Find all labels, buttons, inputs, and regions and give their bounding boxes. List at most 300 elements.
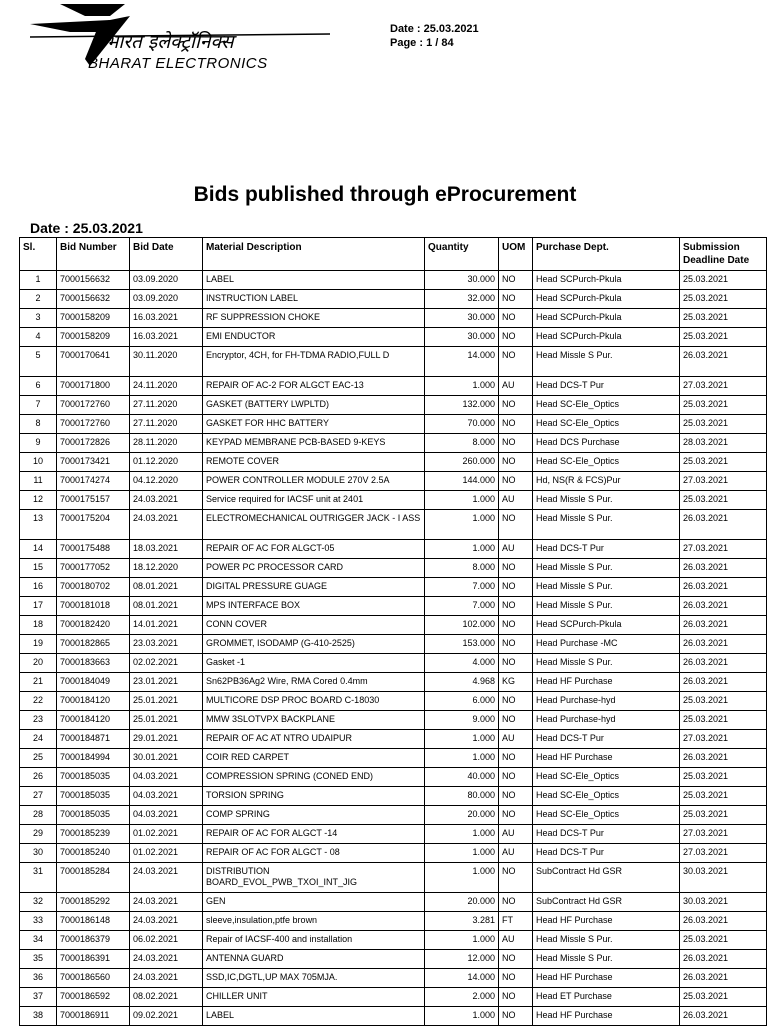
cell-bid-date: 03.09.2020 <box>130 290 203 309</box>
cell-bid-number: 7000184120 <box>57 711 130 730</box>
cell-sl: 36 <box>20 969 57 988</box>
cell-purchase-dept: Head Purchase-hyd <box>533 711 680 730</box>
cell-purchase-dept: Head DCS-T Pur <box>533 825 680 844</box>
cell-bid-date: 04.12.2020 <box>130 472 203 491</box>
cell-bid-date: 30.11.2020 <box>130 347 203 377</box>
table-row <box>20 434 767 453</box>
cell-uom: NO <box>499 863 533 893</box>
table-row <box>20 806 767 825</box>
cell-material-description: MMW 3SLOTVPX BACKPLANE <box>203 711 425 730</box>
cell-material-description: Repair of IACSF-400 and installation <box>203 931 425 950</box>
cell-uom: NO <box>499 434 533 453</box>
cell-uom: NO <box>499 309 533 328</box>
cell-submission-deadline: 25.03.2021 <box>680 787 767 806</box>
column-header-purchase-dept: Purchase Dept. <box>533 238 680 271</box>
table-row <box>20 969 767 988</box>
table-row <box>20 730 767 749</box>
cell-uom: NO <box>499 806 533 825</box>
cell-material-description: MULTICORE DSP PROC BOARD C-18030 <box>203 692 425 711</box>
table-body <box>20 271 767 1026</box>
cell-bid-number: 7000156632 <box>57 271 130 290</box>
cell-bid-date: 16.03.2021 <box>130 309 203 328</box>
cell-submission-deadline: 25.03.2021 <box>680 396 767 415</box>
cell-bid-number: 7000186379 <box>57 931 130 950</box>
cell-quantity: 32.000 <box>425 290 499 309</box>
cell-bid-date: 24.03.2021 <box>130 912 203 931</box>
cell-sl: 28 <box>20 806 57 825</box>
cell-submission-deadline: 26.03.2021 <box>680 347 767 377</box>
table-row <box>20 863 767 893</box>
cell-sl: 1 <box>20 271 57 290</box>
cell-purchase-dept: Head HF Purchase <box>533 1007 680 1026</box>
table-row <box>20 711 767 730</box>
cell-uom: NO <box>499 597 533 616</box>
cell-submission-deadline: 25.03.2021 <box>680 453 767 472</box>
cell-purchase-dept: Head SCPurch-Pkula <box>533 616 680 635</box>
cell-submission-deadline: 26.03.2021 <box>680 510 767 540</box>
cell-uom: NO <box>499 578 533 597</box>
cell-sl: 18 <box>20 616 57 635</box>
cell-submission-deadline: 30.03.2021 <box>680 893 767 912</box>
cell-purchase-dept: Head HF Purchase <box>533 912 680 931</box>
cell-bid-number: 7000175488 <box>57 540 130 559</box>
cell-submission-deadline: 25.03.2021 <box>680 309 767 328</box>
cell-bid-number: 7000184994 <box>57 749 130 768</box>
table-row <box>20 749 767 768</box>
cell-quantity: 30.000 <box>425 309 499 328</box>
cell-purchase-dept: Head Missle S Pur. <box>533 950 680 969</box>
cell-material-description: Sn62PB36Ag2 Wire, RMA Cored 0.4mm <box>203 673 425 692</box>
cell-bid-date: 24.03.2021 <box>130 491 203 510</box>
cell-uom: NO <box>499 635 533 654</box>
cell-quantity: 20.000 <box>425 893 499 912</box>
cell-bid-number: 7000172760 <box>57 396 130 415</box>
cell-quantity: 7.000 <box>425 597 499 616</box>
cell-bid-number: 7000170641 <box>57 347 130 377</box>
table-row <box>20 377 767 396</box>
cell-quantity: 6.000 <box>425 692 499 711</box>
cell-material-description: POWER PC PROCESSOR CARD <box>203 559 425 578</box>
cell-bid-date: 24.03.2021 <box>130 863 203 893</box>
cell-uom: NO <box>499 396 533 415</box>
cell-bid-number: 7000184120 <box>57 692 130 711</box>
column-header-uom: UOM <box>499 238 533 271</box>
cell-bid-date: 04.03.2021 <box>130 806 203 825</box>
cell-quantity: 7.000 <box>425 578 499 597</box>
cell-quantity: 14.000 <box>425 347 499 377</box>
cell-submission-deadline: 25.03.2021 <box>680 328 767 347</box>
cell-bid-date: 08.01.2021 <box>130 578 203 597</box>
cell-uom: NO <box>499 787 533 806</box>
cell-bid-number: 7000185035 <box>57 787 130 806</box>
cell-sl: 14 <box>20 540 57 559</box>
cell-material-description: CONN COVER <box>203 616 425 635</box>
cell-quantity: 9.000 <box>425 711 499 730</box>
cell-uom: AU <box>499 377 533 396</box>
cell-quantity: 102.000 <box>425 616 499 635</box>
cell-purchase-dept: Head DCS-T Pur <box>533 377 680 396</box>
cell-purchase-dept: Head HF Purchase <box>533 673 680 692</box>
cell-purchase-dept: Head Missle S Pur. <box>533 654 680 673</box>
cell-purchase-dept: Head DCS-T Pur <box>533 844 680 863</box>
cell-quantity: 8.000 <box>425 559 499 578</box>
cell-submission-deadline: 25.03.2021 <box>680 290 767 309</box>
cell-material-description: POWER CONTROLLER MODULE 270V 2.5A <box>203 472 425 491</box>
cell-bid-number: 7000180702 <box>57 578 130 597</box>
cell-material-description: REMOTE COVER <box>203 453 425 472</box>
table-row <box>20 950 767 969</box>
cell-material-description: INSTRUCTION LABEL <box>203 290 425 309</box>
cell-bid-date: 08.02.2021 <box>130 988 203 1007</box>
cell-bid-number: 7000186391 <box>57 950 130 969</box>
table-row <box>20 654 767 673</box>
cell-bid-number: 7000158209 <box>57 328 130 347</box>
table-row <box>20 396 767 415</box>
cell-sl: 38 <box>20 1007 57 1026</box>
cell-submission-deadline: 25.03.2021 <box>680 806 767 825</box>
cell-uom: NO <box>499 988 533 1007</box>
cell-submission-deadline: 26.03.2021 <box>680 578 767 597</box>
column-header-quantity: Quantity <box>425 238 499 271</box>
cell-sl: 15 <box>20 559 57 578</box>
cell-bid-date: 14.01.2021 <box>130 616 203 635</box>
cell-bid-date: 29.01.2021 <box>130 730 203 749</box>
cell-bid-date: 04.03.2021 <box>130 768 203 787</box>
cell-material-description: REPAIR OF AC FOR ALGCT-05 <box>203 540 425 559</box>
cell-sl: 26 <box>20 768 57 787</box>
cell-bid-date: 25.01.2021 <box>130 711 203 730</box>
cell-material-description: REPAIR OF AC-2 FOR ALGCT EAC-13 <box>203 377 425 396</box>
table-row <box>20 844 767 863</box>
cell-submission-deadline: 26.03.2021 <box>680 673 767 692</box>
cell-quantity: 1.000 <box>425 491 499 510</box>
cell-bid-date: 24.03.2021 <box>130 950 203 969</box>
cell-sl: 34 <box>20 931 57 950</box>
cell-material-description: GEN <box>203 893 425 912</box>
cell-bid-number: 7000186592 <box>57 988 130 1007</box>
cell-purchase-dept: Head Missle S Pur. <box>533 491 680 510</box>
cell-sl: 31 <box>20 863 57 893</box>
cell-purchase-dept: Head Missle S Pur. <box>533 510 680 540</box>
cell-bid-number: 7000185292 <box>57 893 130 912</box>
page-title: Bids published through eProcurement <box>193 183 577 206</box>
cell-material-description: MPS INTERFACE BOX <box>203 597 425 616</box>
cell-material-description: LABEL <box>203 1007 425 1026</box>
cell-uom: AU <box>499 825 533 844</box>
cell-bid-date: 03.09.2020 <box>130 271 203 290</box>
cell-purchase-dept: Head Missle S Pur. <box>533 597 680 616</box>
cell-purchase-dept: Head SC-Ele_Optics <box>533 806 680 825</box>
cell-submission-deadline: 26.03.2021 <box>680 597 767 616</box>
cell-sl: 3 <box>20 309 57 328</box>
cell-submission-deadline: 25.03.2021 <box>680 931 767 950</box>
cell-submission-deadline: 26.03.2021 <box>680 559 767 578</box>
cell-material-description: RF SUPPRESSION CHOKE <box>203 309 425 328</box>
cell-sl: 11 <box>20 472 57 491</box>
report-date: Date : 25.03.2021 <box>30 220 143 236</box>
cell-purchase-dept: Head Purchase -MC <box>533 635 680 654</box>
cell-bid-number: 7000158209 <box>57 309 130 328</box>
cell-quantity: 132.000 <box>425 396 499 415</box>
cell-bid-number: 7000172760 <box>57 415 130 434</box>
cell-submission-deadline: 26.03.2021 <box>680 969 767 988</box>
cell-material-description: COIR RED CARPET <box>203 749 425 768</box>
cell-bid-number: 7000174274 <box>57 472 130 491</box>
cell-uom: NO <box>499 290 533 309</box>
cell-bid-number: 7000175204 <box>57 510 130 540</box>
cell-sl: 32 <box>20 893 57 912</box>
cell-quantity: 70.000 <box>425 415 499 434</box>
cell-uom: NO <box>499 472 533 491</box>
cell-purchase-dept: Head SCPurch-Pkula <box>533 290 680 309</box>
cell-bid-number: 7000182865 <box>57 635 130 654</box>
cell-submission-deadline: 30.03.2021 <box>680 863 767 893</box>
cell-sl: 30 <box>20 844 57 863</box>
cell-material-description: DISTRIBUTION BOARD_EVOL_PWB_TXOI_INT_JIG <box>203 863 425 893</box>
cell-quantity: 30.000 <box>425 271 499 290</box>
cell-uom: NO <box>499 950 533 969</box>
cell-sl: 8 <box>20 415 57 434</box>
cell-bid-number: 7000186560 <box>57 969 130 988</box>
cell-material-description: COMPRESSION SPRING (CONED END) <box>203 768 425 787</box>
column-header-bid-number: Bid Number <box>57 238 130 271</box>
cell-uom: AU <box>499 540 533 559</box>
cell-material-description: ANTENNA GUARD <box>203 950 425 969</box>
cell-purchase-dept: Head SCPurch-Pkula <box>533 309 680 328</box>
cell-sl: 19 <box>20 635 57 654</box>
cell-purchase-dept: Head SC-Ele_Optics <box>533 396 680 415</box>
table-row <box>20 931 767 950</box>
cell-bid-date: 25.01.2021 <box>130 692 203 711</box>
cell-submission-deadline: 28.03.2021 <box>680 434 767 453</box>
cell-uom: AU <box>499 491 533 510</box>
table-row <box>20 893 767 912</box>
cell-bid-number: 7000182420 <box>57 616 130 635</box>
cell-sl: 21 <box>20 673 57 692</box>
cell-sl: 29 <box>20 825 57 844</box>
cell-submission-deadline: 27.03.2021 <box>680 825 767 844</box>
cell-material-description: EMI ENDUCTOR <box>203 328 425 347</box>
cell-quantity: 1.000 <box>425 730 499 749</box>
table-row <box>20 290 767 309</box>
cell-material-description: Gasket -1 <box>203 654 425 673</box>
cell-quantity: 2.000 <box>425 988 499 1007</box>
cell-material-description: LABEL <box>203 271 425 290</box>
cell-quantity: 40.000 <box>425 768 499 787</box>
cell-uom: NO <box>499 711 533 730</box>
cell-quantity: 30.000 <box>425 328 499 347</box>
cell-material-description: TORSION SPRING <box>203 787 425 806</box>
cell-purchase-dept: Head Purchase-hyd <box>533 692 680 711</box>
cell-material-description: CHILLER UNIT <box>203 988 425 1007</box>
column-header-submission-deadline: Submission Deadline Date <box>680 238 767 271</box>
cell-quantity: 14.000 <box>425 969 499 988</box>
cell-material-description: KEYPAD MEMBRANE PCB-BASED 9-KEYS <box>203 434 425 453</box>
cell-purchase-dept: SubContract Hd GSR <box>533 863 680 893</box>
cell-sl: 12 <box>20 491 57 510</box>
table-row <box>20 673 767 692</box>
table-row <box>20 912 767 931</box>
cell-bid-number: 7000186911 <box>57 1007 130 1026</box>
cell-material-description: DIGITAL PRESSURE GUAGE <box>203 578 425 597</box>
cell-bid-date: 28.11.2020 <box>130 434 203 453</box>
cell-bid-number: 7000172826 <box>57 434 130 453</box>
cell-submission-deadline: 26.03.2021 <box>680 1007 767 1026</box>
cell-quantity: 1.000 <box>425 931 499 950</box>
cell-bid-date: 24.03.2021 <box>130 510 203 540</box>
cell-submission-deadline: 25.03.2021 <box>680 988 767 1007</box>
cell-submission-deadline: 25.03.2021 <box>680 711 767 730</box>
table-row <box>20 328 767 347</box>
cell-material-description: COMP SPRING <box>203 806 425 825</box>
cell-material-description: ELECTROMECHANICAL OUTRIGGER JACK - I ASS <box>203 510 425 540</box>
cell-bid-number: 7000185284 <box>57 863 130 893</box>
cell-submission-deadline: 25.03.2021 <box>680 491 767 510</box>
table-row <box>20 692 767 711</box>
cell-quantity: 1.000 <box>425 377 499 396</box>
cell-bid-number: 7000184049 <box>57 673 130 692</box>
cell-sl: 2 <box>20 290 57 309</box>
table-row <box>20 540 767 559</box>
cell-bid-date: 09.02.2021 <box>130 1007 203 1026</box>
cell-sl: 20 <box>20 654 57 673</box>
cell-quantity: 1.000 <box>425 540 499 559</box>
column-header-bid-date: Bid Date <box>130 238 203 271</box>
cell-bid-date: 23.03.2021 <box>130 635 203 654</box>
cell-uom: NO <box>499 969 533 988</box>
cell-purchase-dept: Head SC-Ele_Optics <box>533 453 680 472</box>
cell-submission-deadline: 26.03.2021 <box>680 654 767 673</box>
cell-bid-date: 08.01.2021 <box>130 597 203 616</box>
cell-bid-date: 27.11.2020 <box>130 396 203 415</box>
cell-uom: NO <box>499 415 533 434</box>
cell-bid-number: 7000181018 <box>57 597 130 616</box>
cell-purchase-dept: Head ET Purchase <box>533 988 680 1007</box>
cell-quantity: 1.000 <box>425 844 499 863</box>
cell-bid-number: 7000156632 <box>57 290 130 309</box>
table-row <box>20 510 767 540</box>
cell-bid-date: 02.02.2021 <box>130 654 203 673</box>
cell-submission-deadline: 25.03.2021 <box>680 271 767 290</box>
cell-quantity: 1.000 <box>425 1007 499 1026</box>
cell-sl: 16 <box>20 578 57 597</box>
header-date: Date : 25.03.2021 <box>390 23 479 35</box>
cell-bid-number: 7000183663 <box>57 654 130 673</box>
cell-bid-date: 06.02.2021 <box>130 931 203 950</box>
cell-quantity: 1.000 <box>425 510 499 540</box>
table-row <box>20 309 767 328</box>
cell-material-description: REPAIR OF AC AT NTRO UDAIPUR <box>203 730 425 749</box>
cell-bid-date: 24.11.2020 <box>130 377 203 396</box>
table-header-row <box>20 238 767 271</box>
table-row <box>20 635 767 654</box>
cell-bid-number: 7000177052 <box>57 559 130 578</box>
cell-uom: AU <box>499 730 533 749</box>
cell-material-description: SSD,IC,DGTL,UP MAX 705MJA. <box>203 969 425 988</box>
cell-purchase-dept: Head DCS-T Pur <box>533 540 680 559</box>
cell-bid-date: 18.03.2021 <box>130 540 203 559</box>
table-row <box>20 415 767 434</box>
cell-bid-number: 7000186148 <box>57 912 130 931</box>
cell-submission-deadline: 26.03.2021 <box>680 912 767 931</box>
cell-uom: NO <box>499 749 533 768</box>
column-header-sl: Sl. <box>20 238 57 271</box>
cell-material-description: REPAIR OF AC FOR ALGCT -14 <box>203 825 425 844</box>
cell-quantity: 153.000 <box>425 635 499 654</box>
table-row <box>20 578 767 597</box>
cell-sl: 23 <box>20 711 57 730</box>
cell-submission-deadline: 25.03.2021 <box>680 768 767 787</box>
cell-sl: 22 <box>20 692 57 711</box>
cell-uom: NO <box>499 510 533 540</box>
cell-sl: 25 <box>20 749 57 768</box>
cell-uom: NO <box>499 347 533 377</box>
cell-uom: NO <box>499 654 533 673</box>
cell-material-description: REPAIR OF AC FOR ALGCT - 08 <box>203 844 425 863</box>
cell-material-description: GROMMET, ISODAMP (G-410-2525) <box>203 635 425 654</box>
cell-quantity: 3.281 <box>425 912 499 931</box>
cell-submission-deadline: 26.03.2021 <box>680 749 767 768</box>
cell-purchase-dept: Head HF Purchase <box>533 969 680 988</box>
cell-material-description: sleeve,insulation,ptfe brown <box>203 912 425 931</box>
cell-bid-number: 7000184871 <box>57 730 130 749</box>
cell-quantity: 144.000 <box>425 472 499 491</box>
cell-quantity: 1.000 <box>425 863 499 893</box>
cell-uom: NO <box>499 328 533 347</box>
cell-bid-date: 23.01.2021 <box>130 673 203 692</box>
cell-quantity: 260.000 <box>425 453 499 472</box>
cell-purchase-dept: Head DCS Purchase <box>533 434 680 453</box>
cell-purchase-dept: Head SC-Ele_Optics <box>533 768 680 787</box>
cell-bid-number: 7000185240 <box>57 844 130 863</box>
cell-sl: 27 <box>20 787 57 806</box>
cell-sl: 37 <box>20 988 57 1007</box>
cell-bid-date: 01.12.2020 <box>130 453 203 472</box>
cell-bid-date: 18.12.2020 <box>130 559 203 578</box>
cell-quantity: 20.000 <box>425 806 499 825</box>
cell-quantity: 80.000 <box>425 787 499 806</box>
cell-purchase-dept: SubContract Hd GSR <box>533 893 680 912</box>
cell-sl: 6 <box>20 377 57 396</box>
cell-quantity: 1.000 <box>425 749 499 768</box>
cell-uom: FT <box>499 912 533 931</box>
cell-quantity: 12.000 <box>425 950 499 969</box>
cell-sl: 35 <box>20 950 57 969</box>
cell-sl: 4 <box>20 328 57 347</box>
cell-quantity: 4.000 <box>425 654 499 673</box>
cell-purchase-dept: Head Missle S Pur. <box>533 931 680 950</box>
cell-sl: 9 <box>20 434 57 453</box>
cell-purchase-dept: Head SCPurch-Pkula <box>533 328 680 347</box>
cell-uom: NO <box>499 271 533 290</box>
column-header-material-description: Material Description <box>203 238 425 271</box>
cell-submission-deadline: 27.03.2021 <box>680 472 767 491</box>
cell-purchase-dept: Head SCPurch-Pkula <box>533 271 680 290</box>
cell-sl: 13 <box>20 510 57 540</box>
cell-sl: 7 <box>20 396 57 415</box>
cell-purchase-dept: Head DCS-T Pur <box>533 730 680 749</box>
cell-submission-deadline: 27.03.2021 <box>680 844 767 863</box>
cell-purchase-dept: Head Missle S Pur. <box>533 559 680 578</box>
cell-uom: NO <box>499 616 533 635</box>
cell-bid-date: 16.03.2021 <box>130 328 203 347</box>
cell-purchase-dept: Hd, NS(R & FCS)Pur <box>533 472 680 491</box>
cell-quantity: 1.000 <box>425 825 499 844</box>
cell-sl: 10 <box>20 453 57 472</box>
cell-uom: NO <box>499 559 533 578</box>
cell-sl: 33 <box>20 912 57 931</box>
cell-uom: KG <box>499 673 533 692</box>
